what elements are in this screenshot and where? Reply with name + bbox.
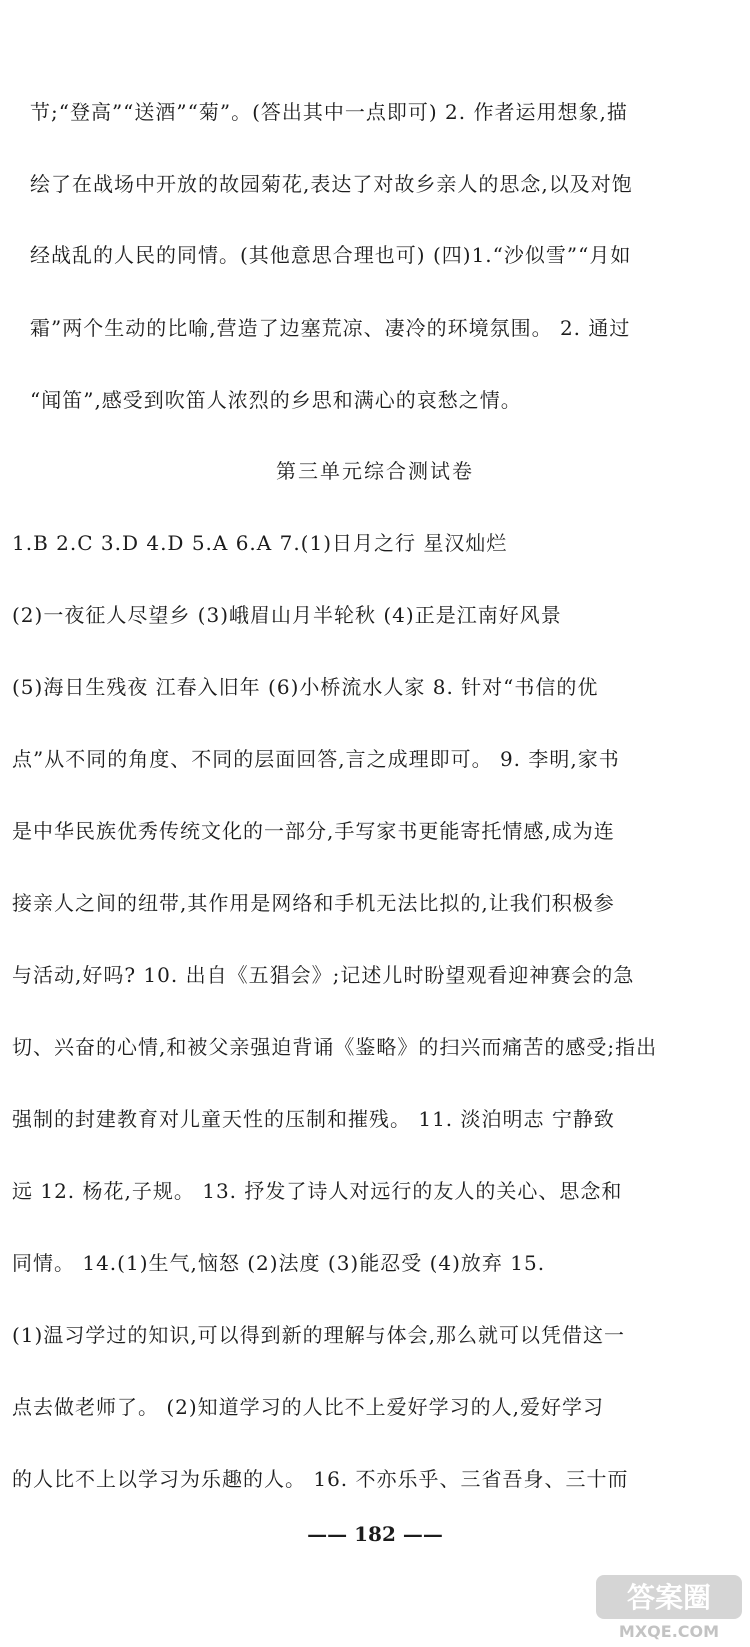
text-line: (1)温习学过的知识,可以得到新的理解与体会,那么就可以凭借这一 <box>12 1323 626 1347</box>
text-line: “闻笛”,感受到吹笛人浓烈的乡思和满心的哀愁之情。 <box>30 388 522 412</box>
section-title: 第三单元综合测试卷 <box>276 459 474 483</box>
page-number: —— 182 —— <box>307 1522 443 1546</box>
text-line: 节;“登高”“送酒”“菊”。(答出其中一点即可) 2. 作者运用想象,描 <box>30 100 628 124</box>
text-line: 的人比不上以学习为乐趣的人。 16. 不亦乐乎、三省吾身、三十而 <box>12 1467 629 1491</box>
text-line: (2)一夜征人尽望乡 (3)峨眉山月半轮秋 (4)正是江南好风景 <box>12 603 562 627</box>
text-line: 强制的封建教育对儿童天性的压制和摧残。 11. 淡泊明志 宁静致 <box>12 1107 615 1131</box>
text-line: 绘了在战场中开放的故园菊花,表达了对故乡亲人的思念,以及对饱 <box>30 172 633 196</box>
text-line: 与活动,好吗? 10. 出自《五猖会》;记述儿时盼望观看迎神赛会的急 <box>12 963 635 987</box>
text-line: 点去做老师了。 (2)知道学习的人比不上爱好学习的人,爱好学习 <box>12 1395 605 1419</box>
text-line: 是中华民族优秀传统文化的一部分,手写家书更能寄托情感,成为连 <box>12 819 615 843</box>
watermark-url: MXQE.COM <box>618 1622 720 1641</box>
watermark-text: 答案圈 <box>626 1581 712 1614</box>
text-line: 点”从不同的角度、不同的层面回答,言之成理即可。 9. 李明,家书 <box>12 747 620 771</box>
text-line: 切、兴奋的心情,和被父亲强迫背诵《鉴略》的扫兴而痛苦的感受;指出 <box>12 1035 658 1059</box>
text-line: 霜”两个生动的比喻,营造了边塞荒凉、凄冷的环境氛围。 2. 通过 <box>30 316 631 340</box>
text-line: 接亲人之间的纽带,其作用是网络和手机无法比拟的,让我们积极参 <box>12 891 615 915</box>
watermark-logo <box>594 1571 744 1643</box>
text-line: 同情。 14.(1)生气,恼怒 (2)法度 (3)能忍受 (4)放弃 15. <box>12 1251 546 1275</box>
text-line: 经战乱的人民的同情。(其他意思合理也可) (四)1.“沙似雪”“月如 <box>30 243 632 267</box>
text-line: 1.B 2.C 3.D 4.D 5.A 6.A 7.(1)日月之行 星汉灿烂 <box>12 531 508 555</box>
text-line: (5)海日生残夜 江春入旧年 (6)小桥流水人家 8. 针对“书信的优 <box>12 675 599 699</box>
text-line: 远 12. 杨花,子规。 13. 抒发了诗人对远行的友人的关心、思念和 <box>12 1179 623 1203</box>
